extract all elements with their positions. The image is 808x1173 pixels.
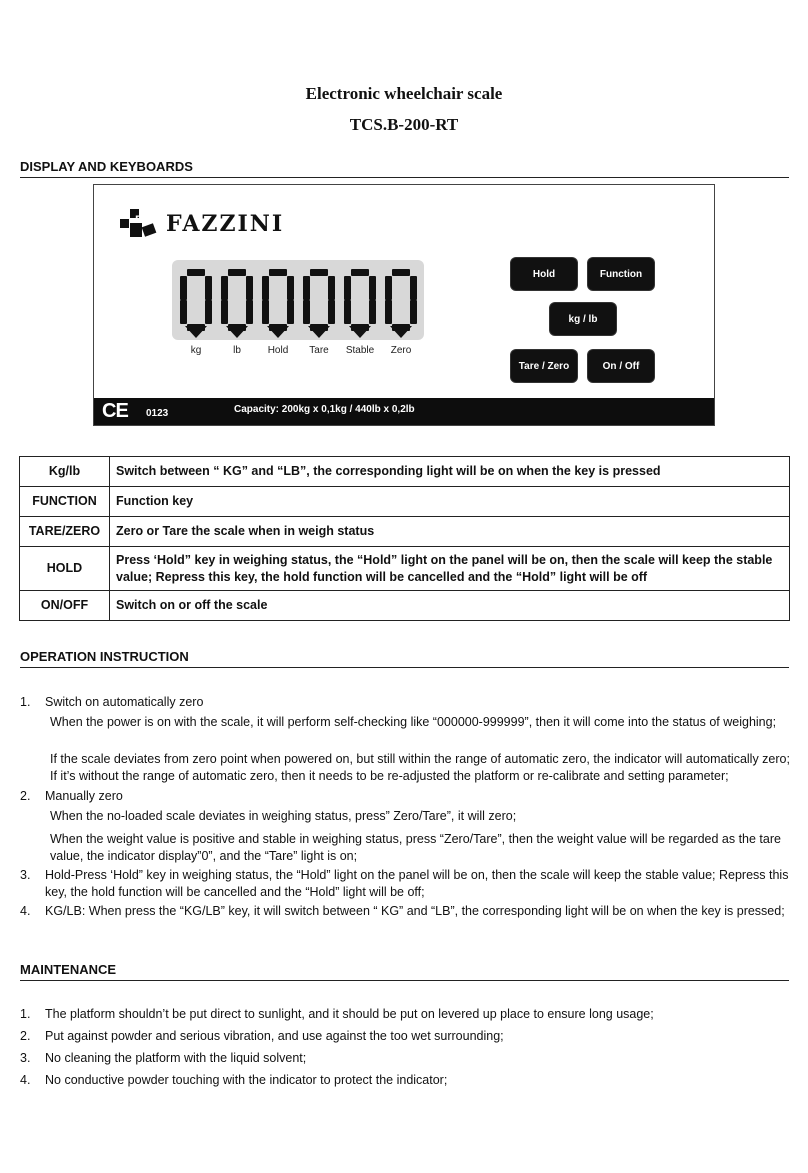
- key-description: Press ‘Hold” key in weighing status, the “Hold” light on the panel will be on, then the scale will keep the stable value; Repress this key, the hold function will be cancelled and the “Hold” light will be off: [110, 547, 790, 591]
- list-number: 3.: [20, 868, 31, 882]
- document-title: Electronic wheelchair scale: [305, 84, 503, 103]
- lcd-segment: [205, 276, 212, 300]
- lcd-segment: [310, 269, 328, 276]
- list-number: 4.: [20, 904, 31, 918]
- lcd-segment: [269, 269, 287, 276]
- list-number: 2.: [20, 1029, 31, 1043]
- key-description: Function key: [110, 487, 790, 517]
- indicator-arrow-stable: [349, 326, 371, 338]
- section-heading-maintenance: MAINTENANCE: [20, 962, 789, 981]
- lcd-segment: [410, 276, 417, 300]
- ce-mark: CE: [102, 400, 128, 422]
- ce-number: 0123: [146, 408, 169, 419]
- lcd-segment: [369, 276, 376, 300]
- lcd-segment: [303, 300, 310, 324]
- list-subtext: When the power is on with the scale, it will perform self-checking like “000000-999999”, then it will come into the status of weighing;: [50, 715, 777, 729]
- lcd-segment: [328, 300, 335, 324]
- svg-text:F: F: [135, 215, 142, 225]
- lcd-segment: [246, 276, 253, 300]
- lcd-segment: [369, 300, 376, 324]
- indicator-arrow-hold: [267, 326, 289, 338]
- list-number: 4.: [20, 1073, 31, 1087]
- list-text: Manually zero: [45, 789, 123, 803]
- fazzini-logo-icon: [118, 205, 338, 241]
- lcd-display: [172, 260, 424, 340]
- list-subtext: When the weight value is positive and stable in weighing status, press “Zero/Tare”, then the weight value will be regarded as the tare value, the indicator display”0”, and the “Tare” light is on;: [50, 832, 781, 863]
- lcd-segment: [180, 276, 187, 300]
- list-text: Put against powder and serious vibration, and use against the too wet surrounding;: [45, 1029, 504, 1043]
- lcd-segment: [351, 269, 369, 276]
- function-key: Function: [588, 258, 654, 290]
- key-description: Zero or Tare the scale when in weigh status: [110, 517, 790, 547]
- list-subtext: When the no-loaded scale deviates in weighing status, press” Zero/Tare”, it will zero;: [50, 809, 517, 823]
- capacity-label: Capacity: 200kg x 0,1kg / 440lb x 0,2lb: [234, 404, 415, 415]
- lcd-segment: [392, 269, 410, 276]
- list-subtext: If the scale deviates from zero point when powered on, but still within the range of automatic zero, the indicator will automatically zero; If it’s without the range of automatic zero, then it needs to be re-adjusted the platform or re-calibrate and setting parameter;: [50, 752, 790, 783]
- list-text: Hold-Press ‘Hold” key in weighing status, the “Hold” light on the panel will be on, then the scale will keep the stable value; Repress this key, the hold function will be cancelled and the “Hold” light will be off;: [45, 868, 789, 899]
- indicator-arrow-zero: [390, 326, 412, 338]
- key-function-table: [19, 456, 790, 621]
- hold-key: Hold: [511, 258, 577, 290]
- table-row: [20, 517, 790, 547]
- lcd-segment: [385, 276, 392, 300]
- list-number: 3.: [20, 1051, 31, 1065]
- key-description: Switch between “ KG” and “LB”, the corresponding light will be on when the key is pressed: [110, 457, 790, 487]
- lcd-segment: [228, 269, 246, 276]
- lcd-segment: [385, 300, 392, 324]
- indicator-label-kg: kg: [190, 345, 202, 356]
- indicator-arrow-tare: [308, 326, 330, 338]
- section-heading-display: DISPLAY AND KEYBOARDS: [20, 159, 789, 178]
- lcd-segment: [187, 269, 205, 276]
- list-number: 1.: [20, 1007, 31, 1021]
- table-row: [20, 487, 790, 517]
- model-number: TCS.B-200-RT: [349, 115, 459, 134]
- indicator-label-zero: Zero: [390, 345, 412, 356]
- lcd-segment: [246, 300, 253, 324]
- on-off-key: On / Off: [588, 350, 654, 382]
- list-text: No conductive powder touching with the indicator to protect the indicator;: [45, 1073, 448, 1087]
- list-text: No cleaning the platform with the liquid solvent;: [45, 1051, 307, 1065]
- indicator-label-tare: Tare: [309, 345, 329, 356]
- lcd-digits: [172, 260, 424, 340]
- lcd-segment: [303, 276, 310, 300]
- indicator-arrow-kg: [185, 326, 207, 338]
- list-text: Switch on automatically zero: [45, 695, 204, 709]
- lcd-segment: [410, 300, 417, 324]
- section-heading-operation: OPERATION INSTRUCTION: [20, 649, 789, 668]
- indicator-label-hold: Hold: [267, 345, 289, 356]
- lcd-segment: [262, 300, 269, 324]
- lcd-segment: [221, 300, 228, 324]
- lcd-segment: [180, 300, 187, 324]
- table-row: [20, 591, 790, 621]
- lcd-segment: [262, 276, 269, 300]
- lcd-segment: [287, 300, 294, 324]
- scale-panel-illustration: [93, 184, 715, 426]
- table-row: [20, 457, 790, 487]
- kg-lb-key: kg / lb: [550, 303, 616, 335]
- lcd-segment: [287, 276, 294, 300]
- lcd-segment: [328, 276, 335, 300]
- indicator-arrow-lb: [226, 326, 248, 338]
- list-text: The platform shouldn’t be put direct to sunlight, and it should be put on levered up place to ensure long usage;: [45, 1007, 654, 1021]
- indicator-label-lb: lb: [233, 345, 241, 356]
- indicator-label-stable: Stable: [345, 345, 375, 356]
- table-row: [20, 547, 790, 591]
- lcd-segment: [344, 276, 351, 300]
- key-description: Switch on or off the scale: [110, 591, 790, 621]
- lcd-segment: [205, 300, 212, 324]
- list-number: 2.: [20, 789, 31, 803]
- key-name: ON/OFF: [20, 591, 110, 621]
- key-name: HOLD: [20, 547, 110, 591]
- key-name: Kg/lb: [20, 457, 110, 487]
- key-name: TARE/ZERO: [20, 517, 110, 547]
- list-text: KG/LB: When press the “KG/LB” key, it will switch between “ KG” and “LB”, the corresponding light will be on when the key is pressed;: [45, 904, 785, 918]
- tare-zero-key: Tare / Zero: [511, 350, 577, 382]
- panel-bottom-bar: [94, 398, 714, 425]
- list-number: 1.: [20, 695, 31, 709]
- key-name: FUNCTION: [20, 487, 110, 517]
- svg-text:FAZZINI: FAZZINI: [166, 211, 285, 237]
- lcd-segment: [344, 300, 351, 324]
- lcd-segment: [221, 276, 228, 300]
- fazzini-logo: [118, 205, 338, 241]
